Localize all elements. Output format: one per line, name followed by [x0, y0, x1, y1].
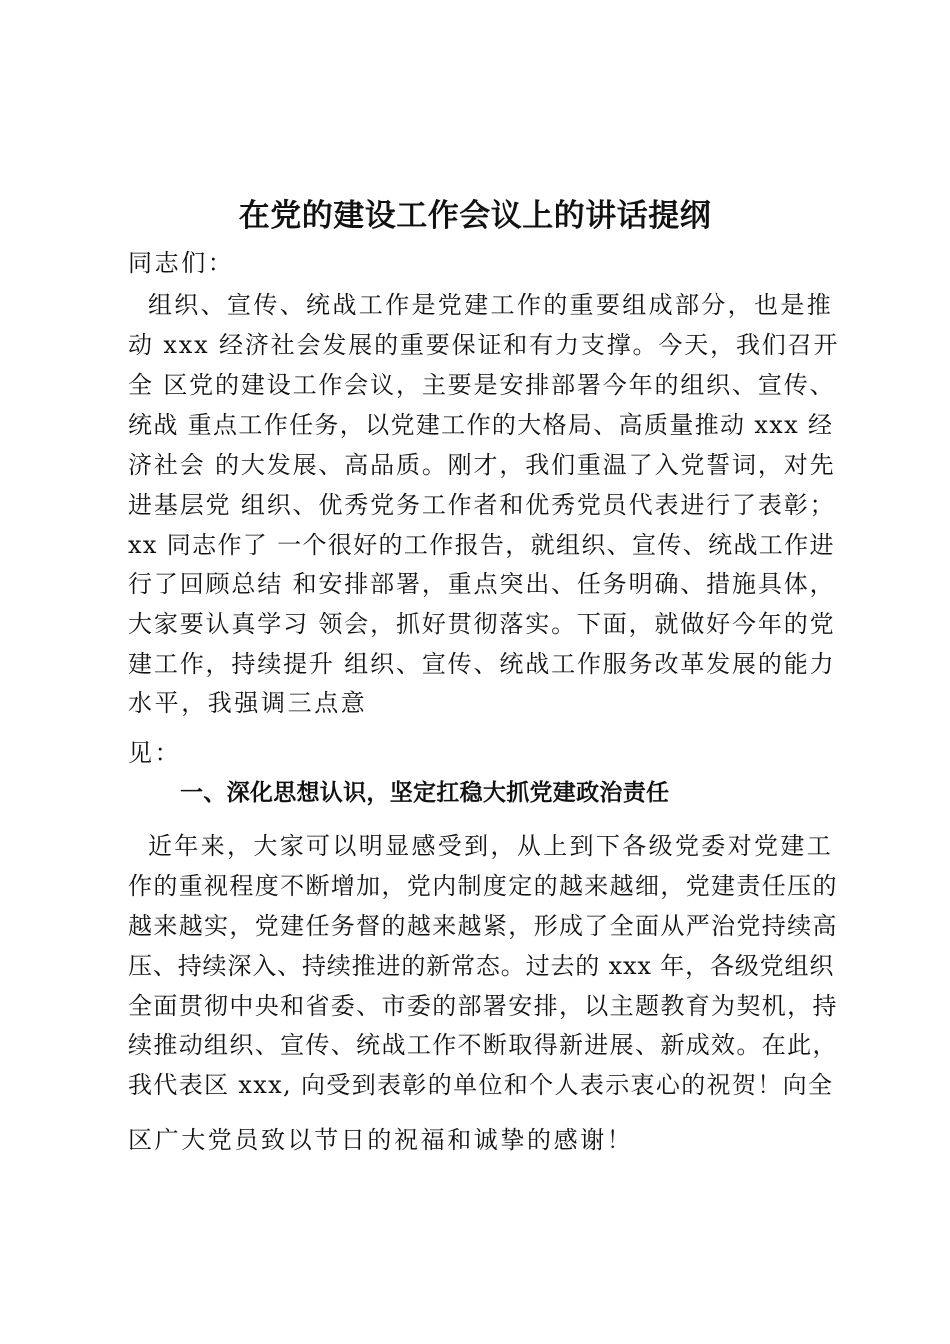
paragraph-line: 近年来，大家可以明显感受到，从上到下各级党委对党建工: [128, 832, 834, 860]
section-heading: 一、深化思想认识，坚定扛稳大抓党建政治责任: [180, 780, 670, 806]
paragraph-line: 行了回顾总结 和安排部署，重点突出、任务明确、措施具体，: [128, 570, 836, 598]
paragraph-line: 见：: [128, 739, 182, 767]
salutation: 同志们：: [128, 249, 235, 277]
paragraph-line: 区广大党员致以节日的祝福和诚挚的感谢！: [128, 1126, 634, 1154]
document-title: 在党的建设工作会议上的讲话提纲: [238, 198, 712, 234]
paragraph-line: 全面贯彻中央和省委、市委的部署安排，以主题教育为契机，持: [128, 992, 838, 1020]
paragraph-line: 水平，我强调三点意: [128, 689, 368, 717]
paragraph-line: 建工作，持续提升 组织、宣传、统战工作服务改革发展的能力: [128, 650, 836, 678]
paragraph-line: 组织、宣传、统战工作是党建工作的重要组成部分，也是推: [128, 291, 834, 319]
paragraph-line: 作的重视程度不断增加，党内制度定的越来越细，党建责任压的: [128, 872, 838, 900]
paragraph-line: 进基层党 组织、优秀党务工作者和优秀党员代表进行了表彰；: [128, 491, 836, 519]
paragraph-line: 动 xxx 经济社会发展的重要保证和有力支撑。今天，我们召开: [128, 331, 840, 359]
paragraph-line: 续推动组织、宣传、统战工作不断取得新进展、新成效。在此，: [128, 1031, 838, 1059]
paragraph-line: 大家要认真学习 领会，抓好贯彻落实。下面，就做好今年的党: [128, 610, 836, 638]
paragraph-line: 统战 重点工作任务，以党建工作的大格局、高质量推动 xxx 经: [128, 411, 834, 439]
paragraph-line: 济社会 的大发展、高品质。刚才，我们重温了入党誓词，对先: [128, 451, 836, 479]
paragraph-line: 压、持续深入、持续推进的新常态。过去的 xxx 年，各级党组织: [128, 952, 835, 980]
paragraph-line: 全 区党的建设工作会议，主要是安排部署今年的组织、宣传、: [128, 371, 836, 399]
paragraph-line: xx 同志作了 一个很好的工作报告，就组织、宣传、统战工作进: [128, 531, 835, 559]
paragraph-line: 越来越实，党建任务督的越来越紧，形成了全面从严治党持续高: [128, 912, 838, 940]
paragraph-line: 我代表区 xxx, 向受到表彰的单位和个人表示衷心的祝贺！向全: [128, 1071, 834, 1099]
